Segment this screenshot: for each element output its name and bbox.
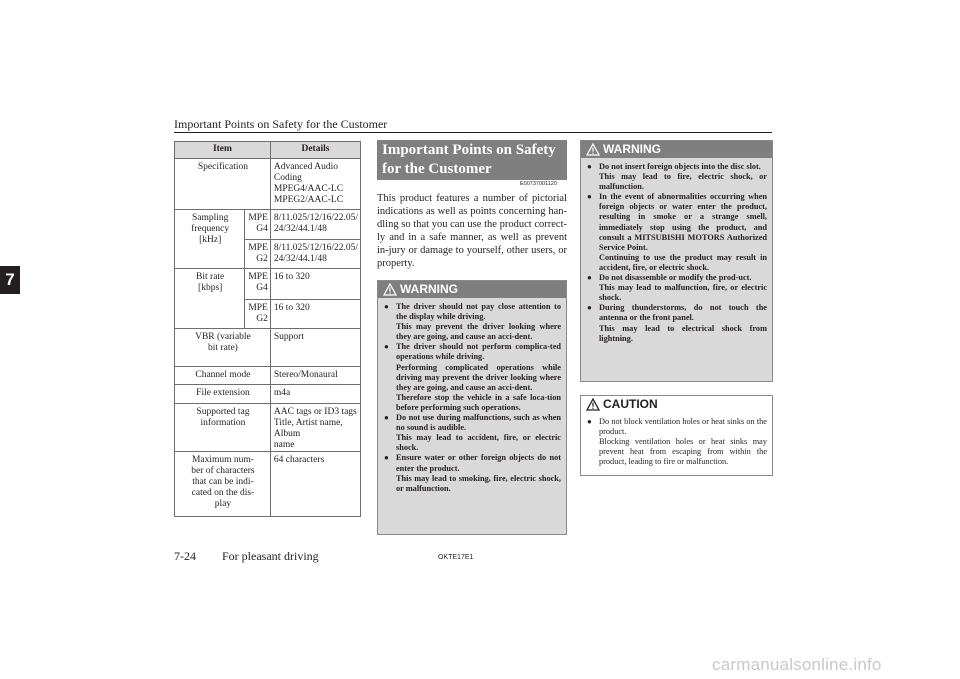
bullet-icon: ● [587, 417, 592, 426]
table-cell-details: 64 characters [270, 452, 360, 517]
caution-label: CAUTION [603, 397, 658, 411]
bullet-consequence: Blocking ventilation holes or heat sinks may prevent heat from escaping from within the product, leading to fire or malfunction. [599, 437, 767, 467]
caution-header [581, 396, 772, 413]
warning-triangle-icon [383, 283, 397, 296]
bullet-icon: ● [587, 192, 592, 202]
bullet-item [587, 192, 767, 273]
section-code: E00737001120 [520, 181, 557, 187]
bullet-item [587, 417, 767, 467]
bullet-icon: ● [587, 303, 592, 313]
bullet-consequence: This may prevent the driver looking where they are going, and cause an acci-dent. [396, 322, 561, 342]
bullet-item [384, 453, 561, 493]
page-number: 7-24 [174, 549, 196, 563]
table-row [175, 367, 361, 385]
bullet-instruction: Ensure water or other foreign objects do not enter the product. [396, 453, 561, 473]
table-cell-details: 8/11.025/12/16/22.05/ 24/32/44.1/48 [270, 210, 360, 240]
table-cell-item: Maximum num- ber of characters that can be indi- cated on the dis- play [175, 452, 271, 517]
bullet-consequence: Performing complicated operations while driving may prevent the driver looking where they are going, and cause an acci-dent. [396, 362, 561, 392]
bullet-consequence: This may lead to electrical shock from lightning. [599, 323, 767, 343]
bullet-consequence: Therefore stop the vehicle in a safe loca-tion before performing such operations. [396, 392, 561, 412]
warning-header [378, 281, 566, 298]
table-row [175, 329, 361, 367]
bullet-icon: ● [384, 453, 389, 463]
watermark: carmanualsonline.info [712, 655, 882, 674]
bullet-instruction: Do not use during malfunctions, such as when no sound is audible. [396, 413, 561, 433]
table-cell-details: 16 to 320 [270, 269, 360, 300]
table-cell-format: MPE G4 [245, 269, 271, 300]
warning-list [581, 158, 772, 348]
table-row [175, 159, 361, 210]
bullet-instruction: Do not insert foreign objects into the disc slot. [599, 162, 761, 171]
warning-box-driving [377, 280, 567, 535]
bullet-instruction: During thunderstorms, do not touch the antenna or the front panel. [599, 303, 767, 323]
caution-triangle-icon [586, 398, 600, 411]
table-body [175, 159, 361, 517]
table-header-item: Item [175, 142, 271, 159]
footer-section-name: For pleasant driving [222, 549, 319, 563]
table-cell-format: MPE G2 [245, 240, 271, 269]
section-title-line-1: Important Points on Safety [382, 142, 556, 158]
bullet-item [384, 342, 561, 413]
table-row [175, 269, 361, 300]
bullet-consequence: This may lead to accident, fire, or electric shock. [396, 433, 561, 453]
bullet-instruction: Do not disassemble or modify the prod-uct. [599, 273, 752, 283]
table-cell-format: MPE G4 [245, 210, 271, 240]
warning-label: WARNING [400, 282, 458, 296]
specification-table [174, 141, 361, 517]
header-divider [174, 132, 772, 133]
intro-paragraph: This product features a number of pictorial indications as well as points concerning han-dling so that you can use the product correct-ly and in a safe manner, as well as prevent in-jury or damage to yourself, other users, or property. [377, 193, 567, 269]
table-cell-item: File extension [175, 385, 271, 404]
table-row [175, 385, 361, 404]
table-row [175, 210, 361, 240]
warning-box-handling [580, 140, 773, 382]
bullet-instruction: The driver should not perform complica-ted operations while driving. [396, 342, 561, 362]
bullet-item [587, 162, 767, 192]
warning-header [581, 141, 772, 158]
bullet-instruction: The driver should not pay close attention to the display while driving. [396, 302, 561, 322]
bullet-consequence: This may lead to fire, electric shock, or malfunction. [599, 172, 767, 192]
document-code: OKTE17E1 [438, 554, 474, 561]
caution-list [581, 413, 772, 471]
bullet-item [587, 303, 767, 343]
warning-list [378, 298, 566, 498]
chapter-tab[interactable]: 7 [0, 266, 20, 294]
table-cell-details: 16 to 320 [270, 300, 360, 329]
bullet-icon: ● [384, 413, 389, 423]
table-cell-details: 8/11.025/12/16/22.05/ 24/32/44.1/48 [270, 240, 360, 269]
bullet-item [384, 413, 561, 453]
table-cell-details: AAC tags or ID3 tags Title, Artist name, Album name [270, 404, 360, 452]
bullet-consequence: This may lead to malfunction, fire, or electric shock. [599, 283, 767, 303]
table-cell-details: Advanced Audio Coding MPEG4/AAC-LC MPEG2/AAC-LC [270, 159, 360, 210]
table-cell-item: Supported tag information [175, 404, 271, 452]
table-cell-item: Bit rate [kbps] [175, 269, 245, 329]
warning-triangle-icon [586, 143, 600, 156]
bullet-instruction: Do not block ventilation holes or heat sinks on the product. [599, 417, 767, 437]
bullet-instruction: In the event of abnormalities occurring when foreign objects or water enter the product, resulting in smoke or a strange smell, immediately stop using the product, and consult a MITSUBISHI MOTORS Authorized Service Point. [599, 192, 767, 252]
table-cell-item: VBR (variable bit rate) [175, 329, 271, 367]
bullet-icon: ● [384, 302, 389, 311]
bullet-item [587, 273, 767, 303]
bullet-icon: ● [384, 342, 389, 352]
table-cell-details: Support [270, 329, 360, 367]
table-cell-item: Sampling frequency [kHz] [175, 210, 245, 269]
table-header-details: Details [270, 142, 360, 159]
table-cell-item: Specification [175, 159, 271, 210]
bullet-item [384, 302, 561, 342]
table-row [175, 404, 361, 452]
warning-label: WARNING [603, 142, 661, 156]
running-header-title: Important Points on Safety for the Customer [174, 117, 388, 131]
bullet-consequence: This may lead to smoking, fire, electric shock, or malfunction. [396, 473, 561, 493]
table-cell-format: MPE G2 [245, 300, 271, 329]
table-cell-details: m4a [270, 385, 360, 404]
section-title-line-2: for the Customer [382, 161, 492, 177]
section-title [377, 140, 567, 180]
table-row [175, 452, 361, 517]
table-cell-details: Stereo/Monaural [270, 367, 360, 385]
table-header-row [175, 142, 361, 159]
table-cell-item: Channel mode [175, 367, 271, 385]
bullet-consequence: Continuing to use the product may result in accident, fire, or electric shock. [599, 252, 767, 272]
caution-box [580, 395, 773, 476]
bullet-icon: ● [587, 273, 592, 283]
bullet-icon: ● [587, 162, 592, 171]
